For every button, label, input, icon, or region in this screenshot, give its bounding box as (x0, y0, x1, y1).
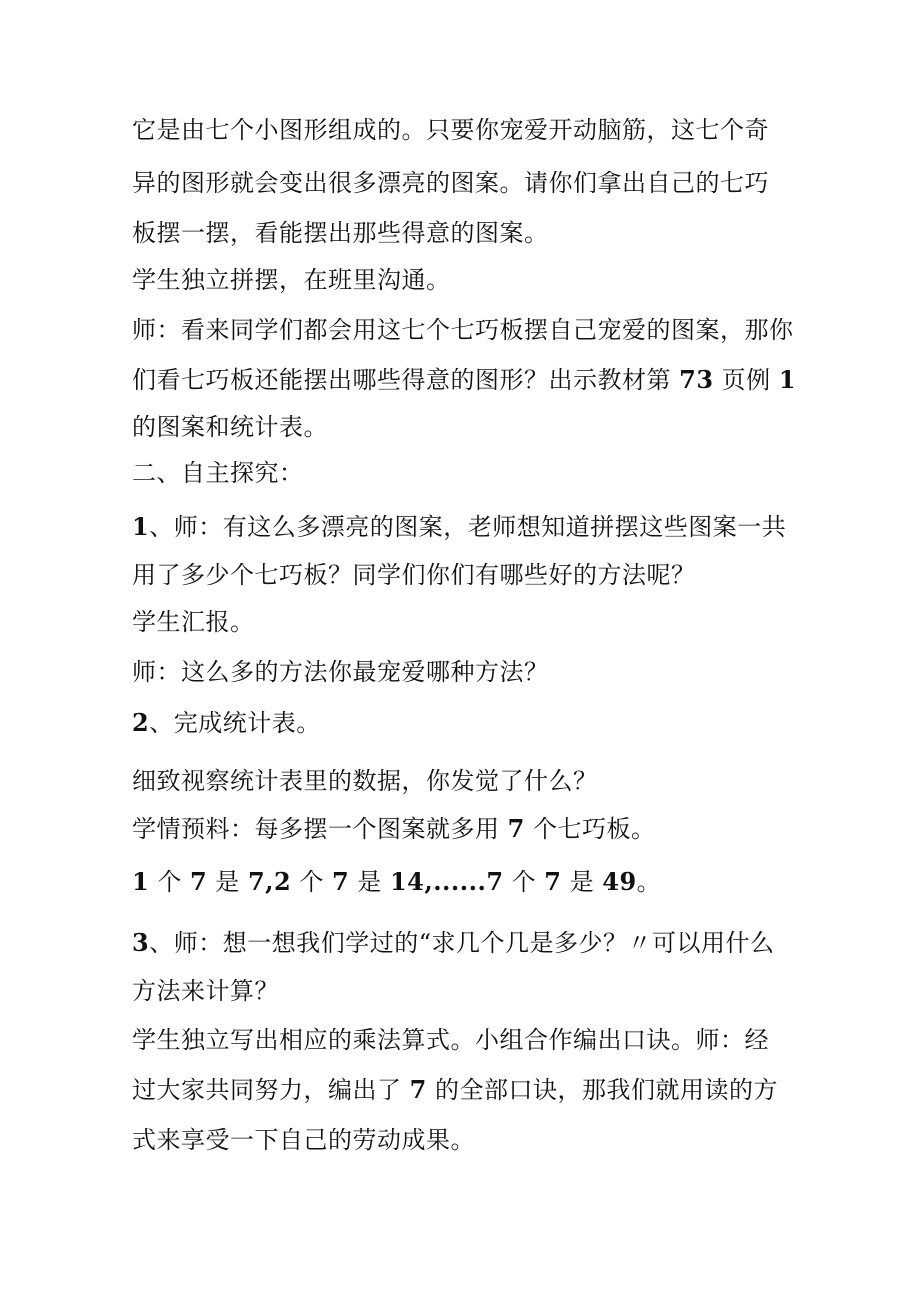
bold-text-run: 7,2 (247, 867, 292, 896)
bold-text-run: 7 (331, 867, 350, 896)
text-run: 方法来计算？ (132, 977, 279, 1005)
text-run: 过大家共同努力，编出了 (132, 1076, 410, 1104)
text-run: 学生独立写出相应的乘法算式。小组合作编出口诀。师：经 (132, 1026, 769, 1054)
bold-text-run: 7 (507, 814, 525, 843)
text-line-13 (132, 708, 321, 738)
text-line-5 (132, 315, 794, 345)
bold-text-run: 2 (132, 708, 150, 737)
text-run: 的图案和统计表。 (132, 413, 328, 441)
text-run: 师：这么多的方法你最宠爱哪种方法？ (132, 658, 549, 686)
text-run: 个七巧板。 (524, 815, 656, 843)
text-line-18 (132, 976, 279, 1006)
text-run: 、师：想一想我们学过的“求几个几是多少？〃可以用什么 (149, 929, 775, 957)
text-line-17 (132, 928, 774, 958)
text-run: 学生独立拼摆，在班里沟通。 (132, 266, 451, 294)
text-line-1 (132, 115, 769, 145)
text-line-20 (132, 1075, 778, 1105)
text-run: 们看七巧板还能摆出哪些得意的图形？出示教材第 (132, 366, 680, 394)
bold-text-run: 1 (132, 867, 150, 896)
text-line-19 (132, 1025, 769, 1055)
text-run: 异的图形就会变出很多漂亮的图案。请你们拿出自己的七巧 (132, 169, 769, 197)
text-run: 是 (349, 868, 390, 896)
text-run: 。 (636, 868, 662, 896)
text-run: 二、自主探究： (132, 459, 304, 487)
text-run: 板摆一摆，看能摆出那些得意的图案。 (132, 219, 549, 247)
text-line-12 (132, 657, 549, 687)
bold-text-run: 1 (132, 512, 150, 541)
text-run: 个 (149, 868, 190, 896)
text-run: 学情预料：每多摆一个图案就多用 (132, 815, 508, 843)
text-line-6 (132, 365, 796, 395)
text-line-9 (132, 512, 786, 542)
text-line-16 (132, 867, 661, 897)
text-run: 是 (561, 868, 603, 896)
text-run: 、师：有这么多漂亮的图案，老师想知道拼摆这些图案一共 (149, 513, 787, 541)
bold-text-run: 7 (409, 1075, 427, 1104)
text-line-2 (132, 168, 769, 198)
bold-text-run: 14,......7 (389, 867, 504, 896)
text-run: 是 (207, 868, 248, 896)
text-line-4 (132, 265, 451, 295)
text-line-15 (132, 814, 655, 844)
text-run: 的全部口诀，那我们就用读的方 (426, 1076, 778, 1104)
bold-text-run: 3 (132, 928, 150, 957)
text-run: 、完成统计表。 (149, 709, 321, 737)
text-line-11 (132, 607, 255, 637)
text-run: 细致视察统计表里的数据，你发觉了什么？ (132, 767, 598, 795)
text-run: 用了多少个七巧板？同学们你们有哪些好的方法呢？ (132, 561, 696, 589)
text-run: 式来享受一下自己的劳动成果。 (132, 1126, 475, 1154)
text-run: 个 (291, 868, 332, 896)
text-line-21 (132, 1125, 475, 1155)
text-line-7 (132, 412, 328, 442)
text-run: 个 (503, 868, 545, 896)
text-line-10 (132, 560, 696, 590)
text-run: 页例 (713, 366, 779, 394)
text-line-14 (132, 766, 598, 796)
bold-text-run: 1 (778, 365, 797, 394)
text-run: 它是由七个小图形组成的。只要你宠爱开动脑筋，这七个奇 (132, 116, 769, 144)
bold-text-run: 73 (679, 365, 714, 394)
bold-text-run: 7 (544, 867, 562, 896)
bold-text-run: 49 (602, 867, 637, 896)
bold-text-run: 7 (189, 867, 208, 896)
text-run: 学生汇报。 (132, 608, 255, 636)
text-line-3 (132, 218, 549, 248)
text-run: 师：看来同学们都会用这七个七巧板摆自己宠爱的图案，那你 (132, 316, 794, 344)
section-heading (132, 458, 304, 488)
